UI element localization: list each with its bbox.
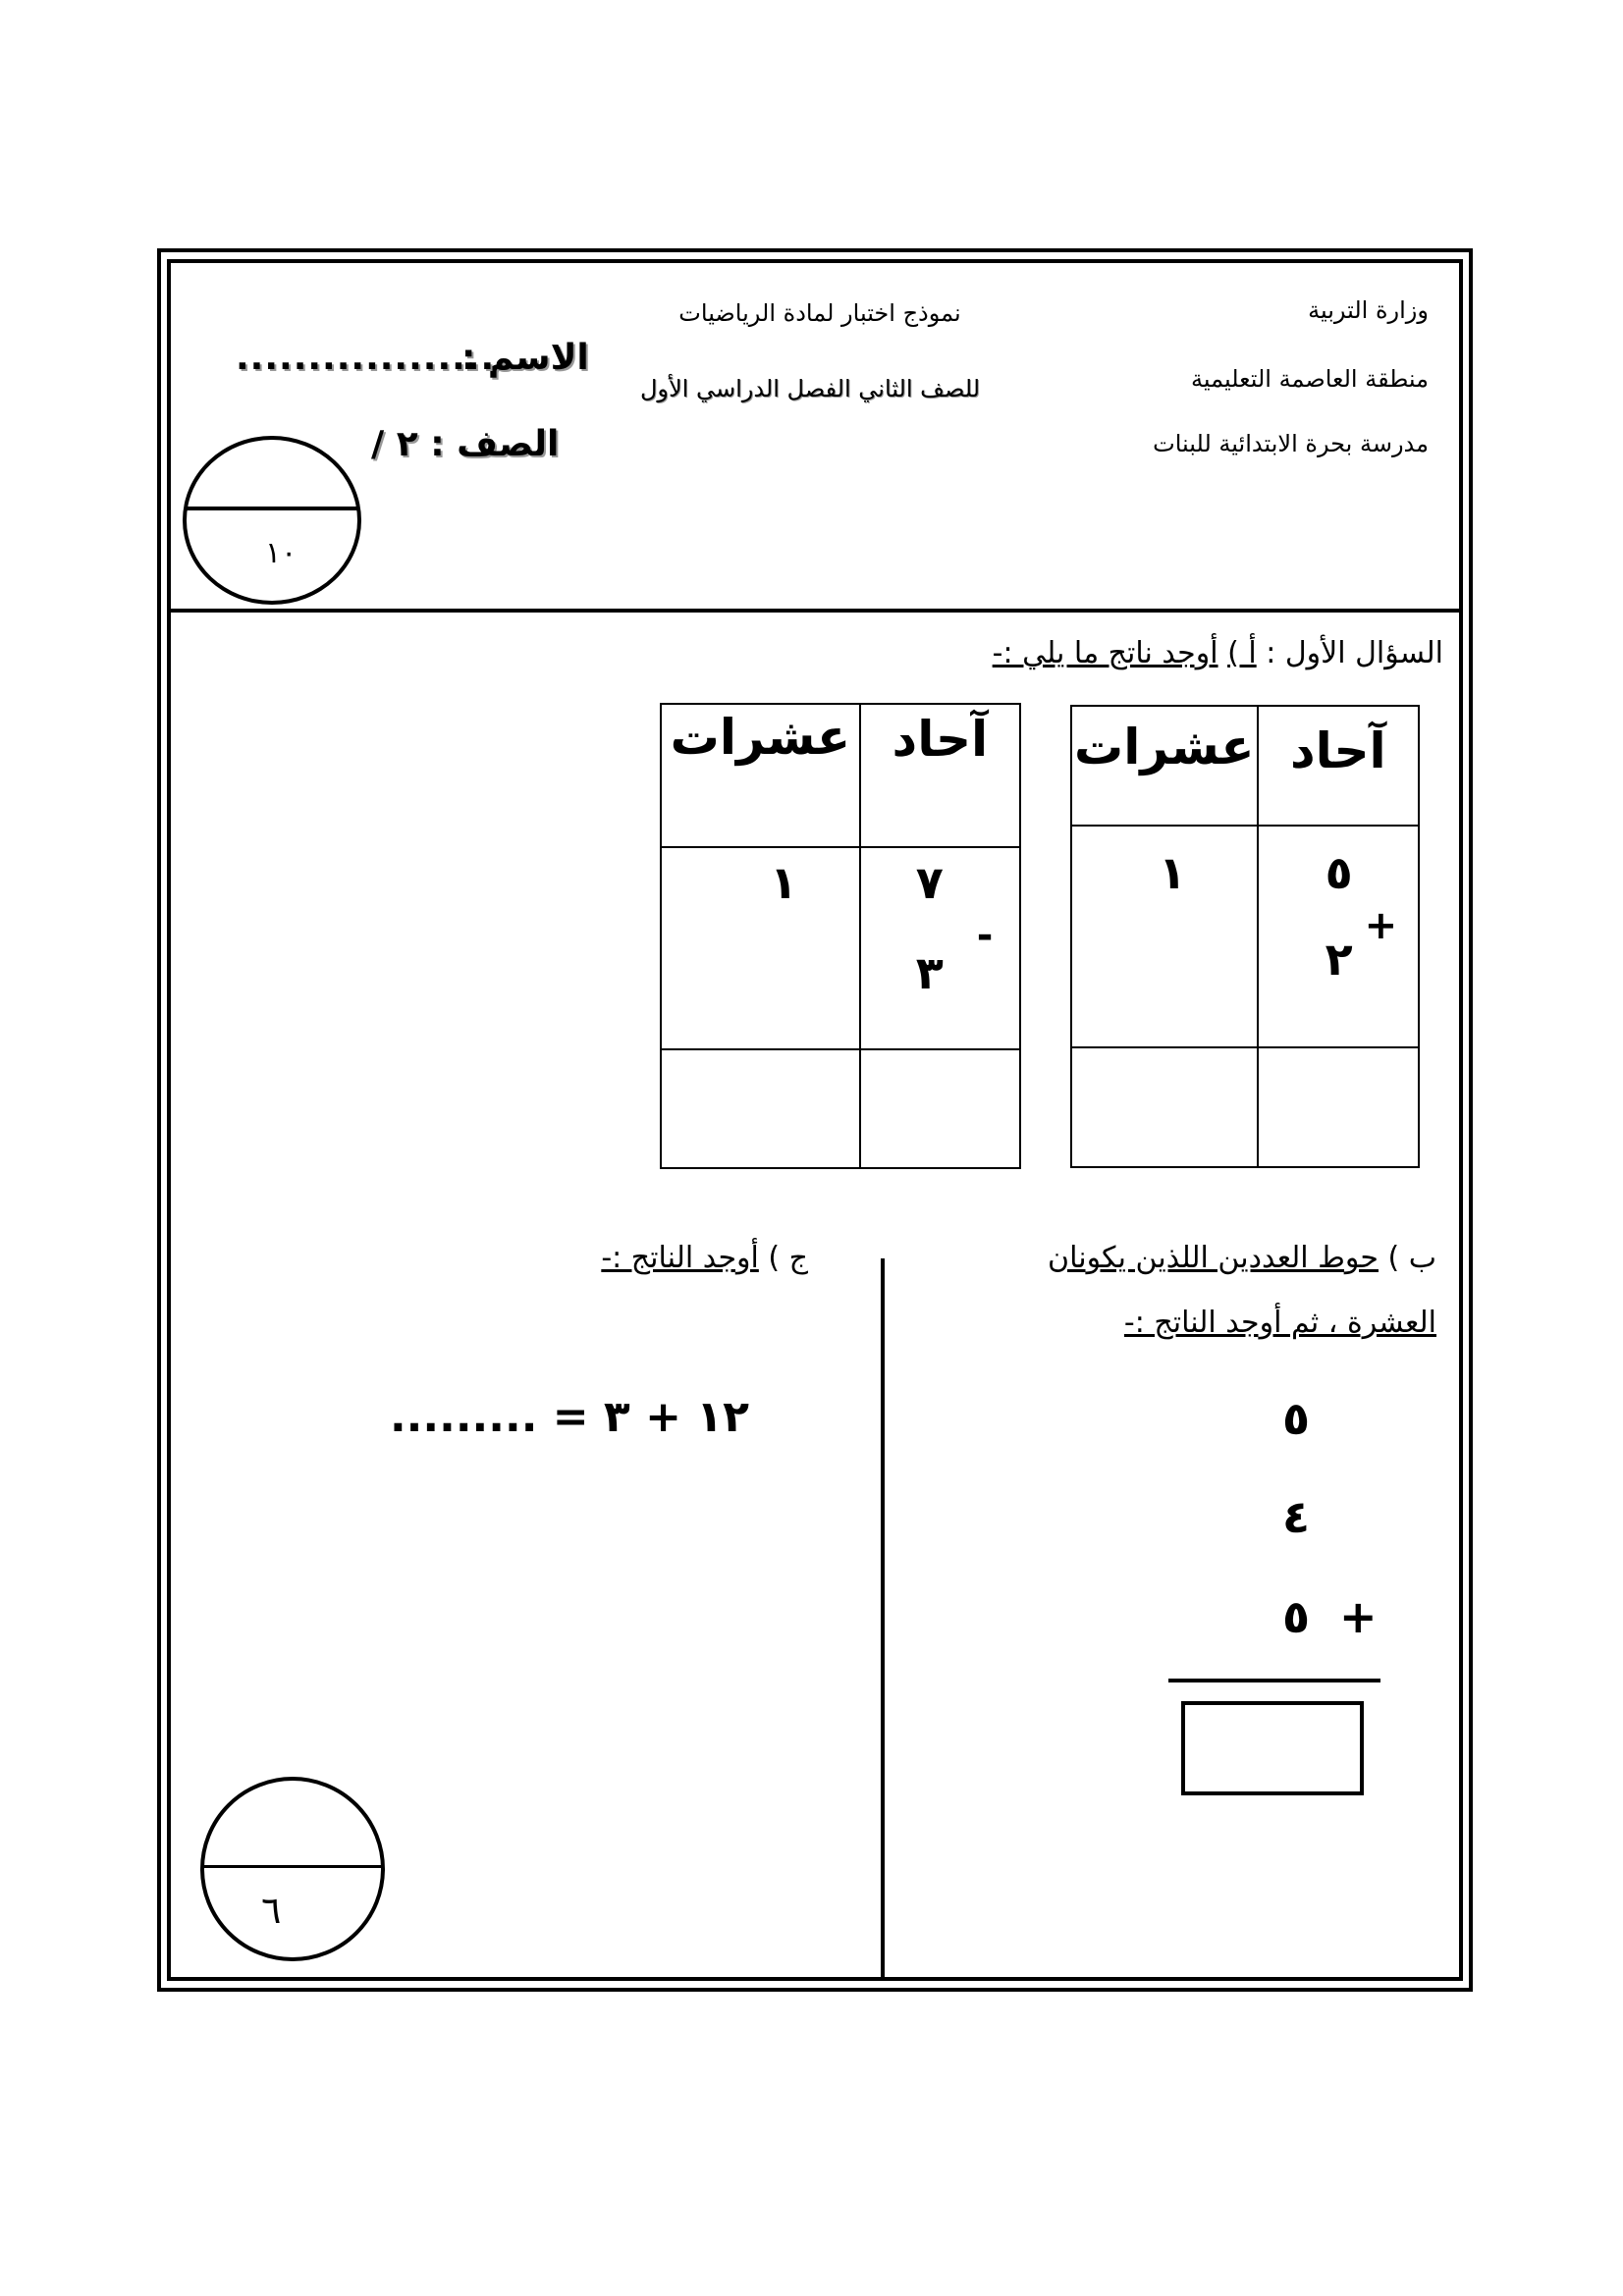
part-b-line1 [1048,1241,1436,1275]
class-label: الصف : ٢ / [371,424,560,464]
section-divider [881,1258,885,1977]
header-divider [169,609,1461,613]
minus-operator: - [976,913,994,958]
plus-operator: + [1364,903,1398,948]
part-b-text1: حوط العددين اللذين يكونان [1048,1241,1379,1275]
place-value-table-left [660,703,1021,1169]
part-b-number-1[interactable]: ٥ [1282,1392,1311,1445]
part-b-line2: العشرة ، ثم أوجد الناتج :- [1123,1306,1436,1340]
tens-digit: ١ [770,856,798,909]
name-blank[interactable]: .................. [236,338,496,378]
ones-header-cell [860,704,1020,847]
exam-title: نموذج اختبار لمادة الرياضيات [678,299,961,327]
part-b-plus-operator: + [1339,1590,1378,1643]
ones-digit-top: ٥ [1325,846,1353,899]
tens-value-cell [1071,826,1258,1047]
part-a-label: أ ) [1227,636,1257,670]
place-value-table-right [1070,705,1420,1168]
part-c-label: ج ) [768,1241,808,1275]
ones-header: آحاد [892,711,989,768]
section-score-divider [202,1865,383,1868]
name-label: الاسم : [461,338,589,378]
tens-header-cell [1071,706,1258,826]
tens-header: عشرات [1074,719,1255,775]
part-b-label: ب ) [1387,1241,1436,1275]
section-score: ٦ [261,1889,282,1932]
question1-label: السؤال الأول : [1266,636,1443,670]
part-b-answer-box[interactable] [1181,1701,1364,1795]
school-label: مدرسة بحرة الابتدائية للبنات [1153,430,1429,457]
ones-value-cell [860,847,1020,1049]
ones-digit-top: ٧ [915,856,944,909]
part-c-text: أوجد الناتج :- [601,1241,759,1275]
part-c-equation: ١٢ + ٣ = ......... [389,1392,749,1442]
ones-answer-cell[interactable] [860,1049,1020,1168]
part-b-number-3[interactable]: ٥ [1282,1590,1311,1643]
ones-header: آحاد [1290,722,1386,779]
ones-digit-bottom: ٣ [915,946,944,999]
ministry-label: وزارة التربية [1308,296,1429,324]
ones-value-cell [1258,826,1419,1047]
part-b-number-2[interactable]: ٤ [1282,1490,1311,1543]
tens-answer-cell[interactable] [1071,1047,1258,1167]
ones-digit-bottom: ٢ [1325,933,1353,986]
total-score-circle [183,436,361,605]
district-label: منطقة العاصمة التعليمية [1190,365,1429,393]
ones-header-cell [1258,706,1419,826]
tens-value-cell [661,847,860,1049]
part-c-line [601,1241,808,1275]
tens-digit: ١ [1159,846,1187,899]
question1-title [993,636,1443,670]
tens-header: عشرات [670,709,851,766]
grade-term: للصف الثاني الفصل الدراسي الأول [639,375,981,402]
score-divider [185,507,359,510]
ones-answer-cell[interactable] [1258,1047,1419,1167]
tens-header-cell [661,704,860,847]
section-score-circle [200,1777,385,1961]
part-b-sum-line [1168,1679,1380,1682]
part-a-text: أوجد ناتج ما يلي :- [992,636,1218,670]
total-score: ١٠ [265,536,298,570]
tens-answer-cell[interactable] [661,1049,860,1168]
